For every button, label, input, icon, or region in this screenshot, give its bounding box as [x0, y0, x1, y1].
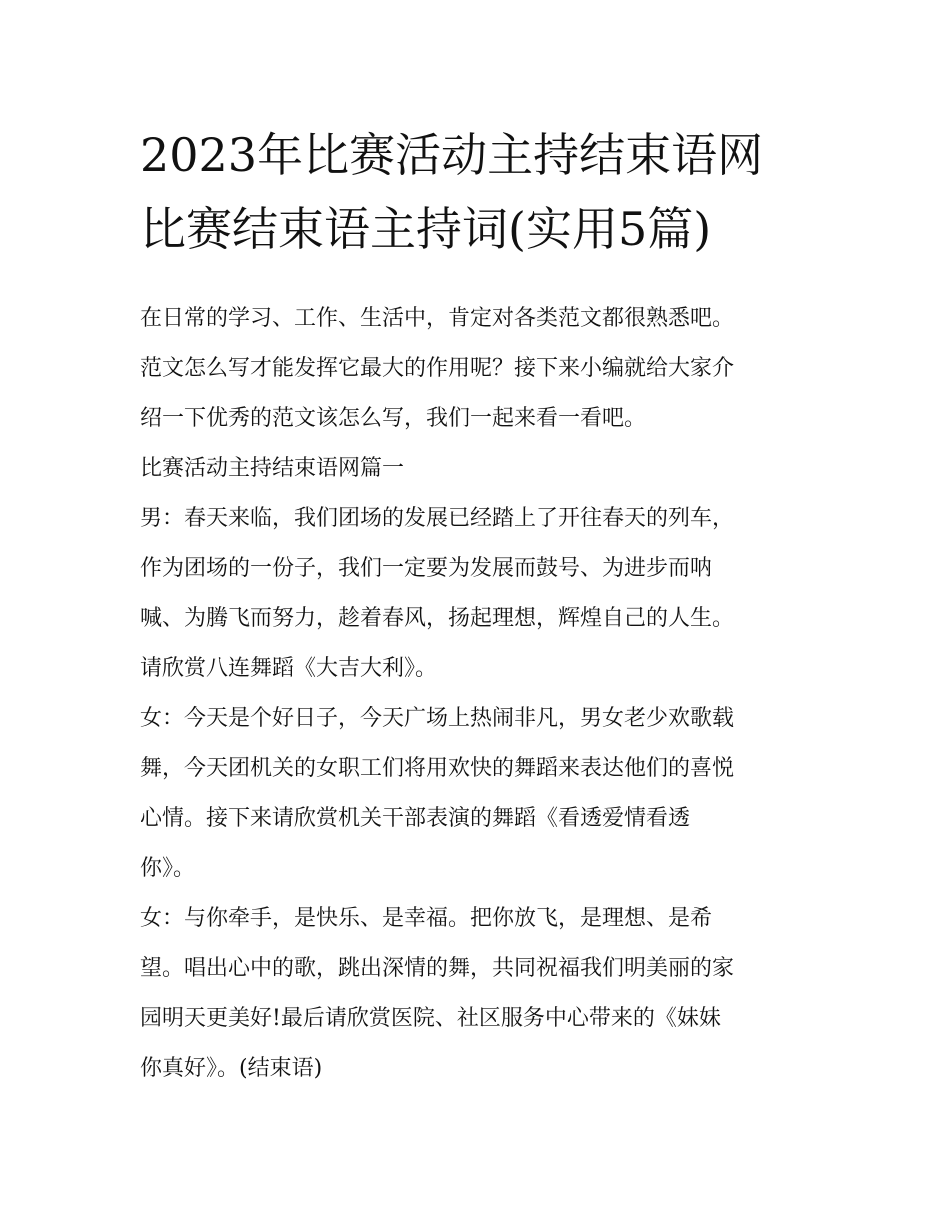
body-line: 心情。接下来请欣赏机关干部表演的舞蹈《看透爱情看透 [140, 806, 691, 831]
body-line: 你》。 [140, 856, 196, 881]
body-line: 女：与你牵手，是快乐、是幸福。把你放飞，是理想、是希 [140, 906, 713, 931]
document-body [140, 294, 820, 1094]
document-title [140, 118, 820, 266]
title-line: 比赛结束语主持词(实用5篇) [140, 202, 712, 256]
body-line: 望。唱出心中的歌，跳出深情的舞，共同祝福我们明美丽的家 [140, 956, 735, 981]
body-line: 舞，今天团机关的女职工们将用欢快的舞蹈来表达他们的喜悦 [140, 756, 735, 781]
body-line: 作为团场的一份子，我们一定要为发展而鼓号、为进步而呐 [140, 556, 713, 581]
title-line: 2023年比赛活动主持结束语网 [140, 128, 764, 182]
body-line: 在日常的学习、工作、生活中，肯定对各类范文都很熟悉吧。 [140, 306, 735, 331]
section-heading: 比赛活动主持结束语网篇一 [140, 456, 405, 481]
body-line: 女：今天是个好日子，今天广场上热闹非凡，男女老少欢歌载 [140, 706, 735, 731]
document-page [140, 118, 820, 1094]
body-line: 园明天更美好!最后请欣赏医院、社区服务中心带来的《妹妹 [140, 1006, 721, 1031]
body-line: 你真好》。(结束语) [140, 1056, 323, 1081]
body-line: 绍一下优秀的范文该怎么写，我们一起来看一看吧。 [140, 406, 647, 431]
body-line: 请欣赏八连舞蹈《大吉大利》。 [140, 656, 438, 681]
body-line: 喊、为腾飞而努力，趁着春风，扬起理想，辉煌自己的人生。 [140, 606, 735, 631]
body-line: 范文怎么写才能发挥它最大的作用呢？接下来小编就给大家介 [140, 356, 735, 381]
body-line: 男：春天来临，我们团场的发展已经踏上了开往春天的列车， [140, 506, 735, 531]
